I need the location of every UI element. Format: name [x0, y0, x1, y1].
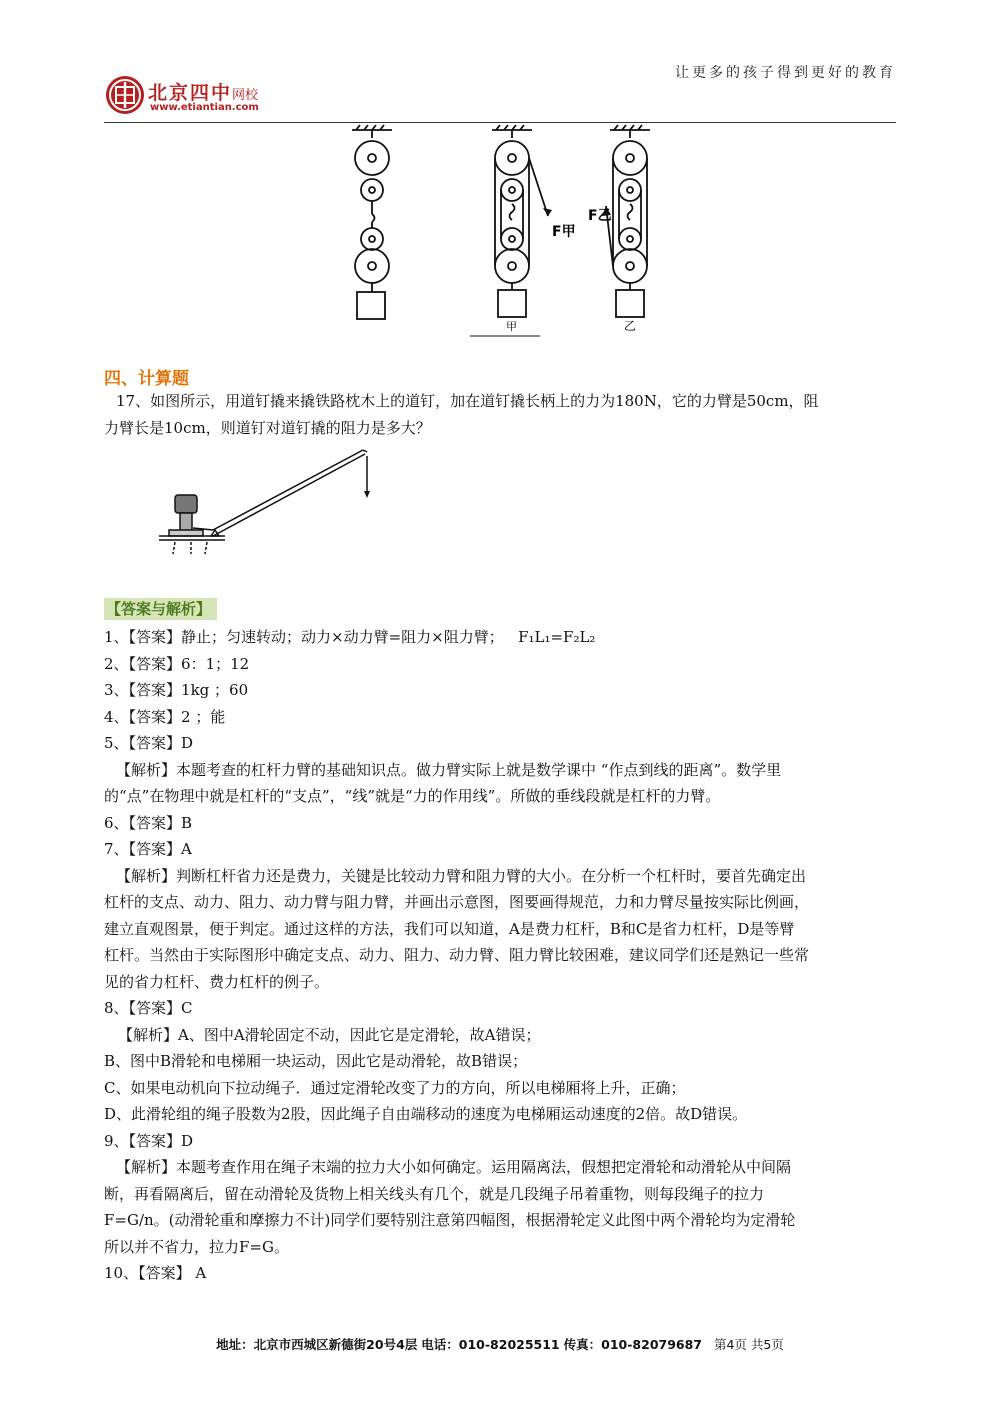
explanation-7-line-4: 杠杆。当然由于实际图形中确定支点、动力、阻力、动力臂、阻力臂比较困难，建议同学们还是熟记一些常 [104, 946, 810, 964]
explanation-7-line-5: 见的省力杠杆、费力杠杆的例子。 [104, 972, 330, 991]
explanation-7-line-1: 【解析】判断杠杆省力还是费力，关键是比较动力臂和阻力臂的大小。在分析一个杠杆时，要首先确定出 [116, 866, 807, 885]
footer-phone: 010-82025511 [458, 1337, 560, 1352]
answers-title: 【答案与解析】 [104, 598, 217, 620]
label-f-jia: F甲 [552, 224, 576, 240]
q17-line-1: 17、如图所示，用道钉撬来撬铁路枕木上的道钉，加在道钉撬长柄上的力为180N，它的力臂是50cm，阻 [116, 392, 819, 410]
pulley-set-jia [495, 141, 548, 317]
page-number: 第4页 共5页 [713, 1337, 784, 1352]
ceiling-2 [492, 125, 532, 138]
q17-line-2: 力臂长是10cm，则道钉对道钉撬的阻力是多大？ [104, 418, 431, 437]
explanation-8-line-3: C、如果电动机向下拉动绳子．通过定滑轮改变了力的方向，所以电梯厢将上升，正确； [104, 1078, 686, 1097]
explanation-7-line-2: 杠杆的支点、动力、阻力、动力臂与阻力臂，并画出示意图，图要画得规范，力和力臂尽量按实际比例画， [104, 893, 810, 911]
ceiling-1 [352, 125, 392, 138]
answer-1: 1、【答案】静止；匀速转动；动力×动力臂=阻力×阻力臂； F₁L₁=F₂L₂ [104, 628, 596, 646]
answer-10: 10、【答案】 A [104, 1264, 207, 1282]
pulley-set-yi [606, 141, 647, 317]
explanation-9-line-2: 断，再看隔离后，留在动滑轮及货物上相关线头有几个，就是几段绳子吊着重物，则每段绳子的拉力 [104, 1184, 765, 1203]
crowbar-figure [155, 442, 385, 562]
explanation-9-line-4: 所以并不省力，拉力F=G。 [104, 1237, 289, 1256]
logo-name: 北京四中网校 [148, 82, 259, 104]
explanation-5-line-1: 【解析】本题考查的杠杆力臂的基础知识点。做力臂实际上就是数学课中 “作点到线的距离”。数学里 [116, 760, 782, 779]
header-divider [104, 122, 896, 123]
header-slogan: 让更多的孩子得到更好的教育 [675, 65, 896, 81]
footer-fax: 010-82079687 [601, 1337, 703, 1352]
answer-7: 7、【答案】A [104, 840, 192, 858]
answer-5: 5、【答案】D [104, 734, 194, 752]
label-jia: 甲 [506, 320, 517, 333]
explanation-9-line-3: F=G/n。(动滑轮重和摩擦力不计)同学们要特别注意第四幅图，根据滑轮定义此图中两个滑轮均为定滑轮 [104, 1211, 796, 1229]
explanation-8-line-2: B、图中B滑轮和电梯厢一块运动，因此它是动滑轮，故B错误； [104, 1052, 528, 1070]
answer-3: 3、【答案】1kg ；60 [104, 681, 249, 699]
logo-url: www.etiantian.com [150, 102, 259, 113]
answer-2: 2、【答案】6：1；12 [104, 654, 250, 673]
answers-list [104, 624, 896, 1287]
page-footer: 地址：北京市西城区新德街20号4层 电话：010-82025511 传真：010-82079687 第4页 共5页 [216, 1337, 784, 1352]
answer-8: 8、【答案】C [104, 999, 193, 1017]
explanation-5-line-2: 的“点”在物理中就是杠杆的“支点”，“线”就是“力的作用线”。所做的垂线段就是杠杆的力臂。 [104, 787, 721, 805]
explanation-8-line-4: D、此滑轮组的绳子股数为2股，因此绳子自由端移动的速度为电梯厢运动速度的2倍。故D错误。 [104, 1105, 748, 1123]
question-17 [104, 388, 904, 441]
label-f-yi: F乙 [588, 208, 612, 224]
pulley-set-1 [355, 141, 389, 319]
answer-6: 6、【答案】B [104, 813, 193, 832]
answer-4: 4、【答案】2 ；能 [104, 707, 226, 726]
explanation-9-line-1: 【解析】本题考查作用在绳子末端的拉力大小如何确定。运用隔离法，假想把定滑轮和动滑轮从中间隔 [116, 1158, 792, 1176]
answer-1-formula: F₁L₁=F₂L₂ [518, 628, 596, 646]
answer-9: 9、【答案】D [104, 1131, 194, 1150]
ceiling-3 [610, 125, 650, 138]
explanation-7-line-3: 建立直观图景，便于判定。通过这样的方法，我们可以知道，A是费力杠杆，B和C是省力杠杆，D是等臂 [104, 919, 795, 938]
footer-address: 北京市西城区新德街20号4层 [253, 1337, 418, 1352]
label-yi: 乙 [624, 319, 637, 333]
pulley-figure [330, 124, 680, 338]
explanation-8-line-1: 【解析】A、图中A滑轮固定不动，因此它是定滑轮，故A错误； [118, 1025, 541, 1044]
section-title: 四、计算题 [104, 369, 189, 389]
